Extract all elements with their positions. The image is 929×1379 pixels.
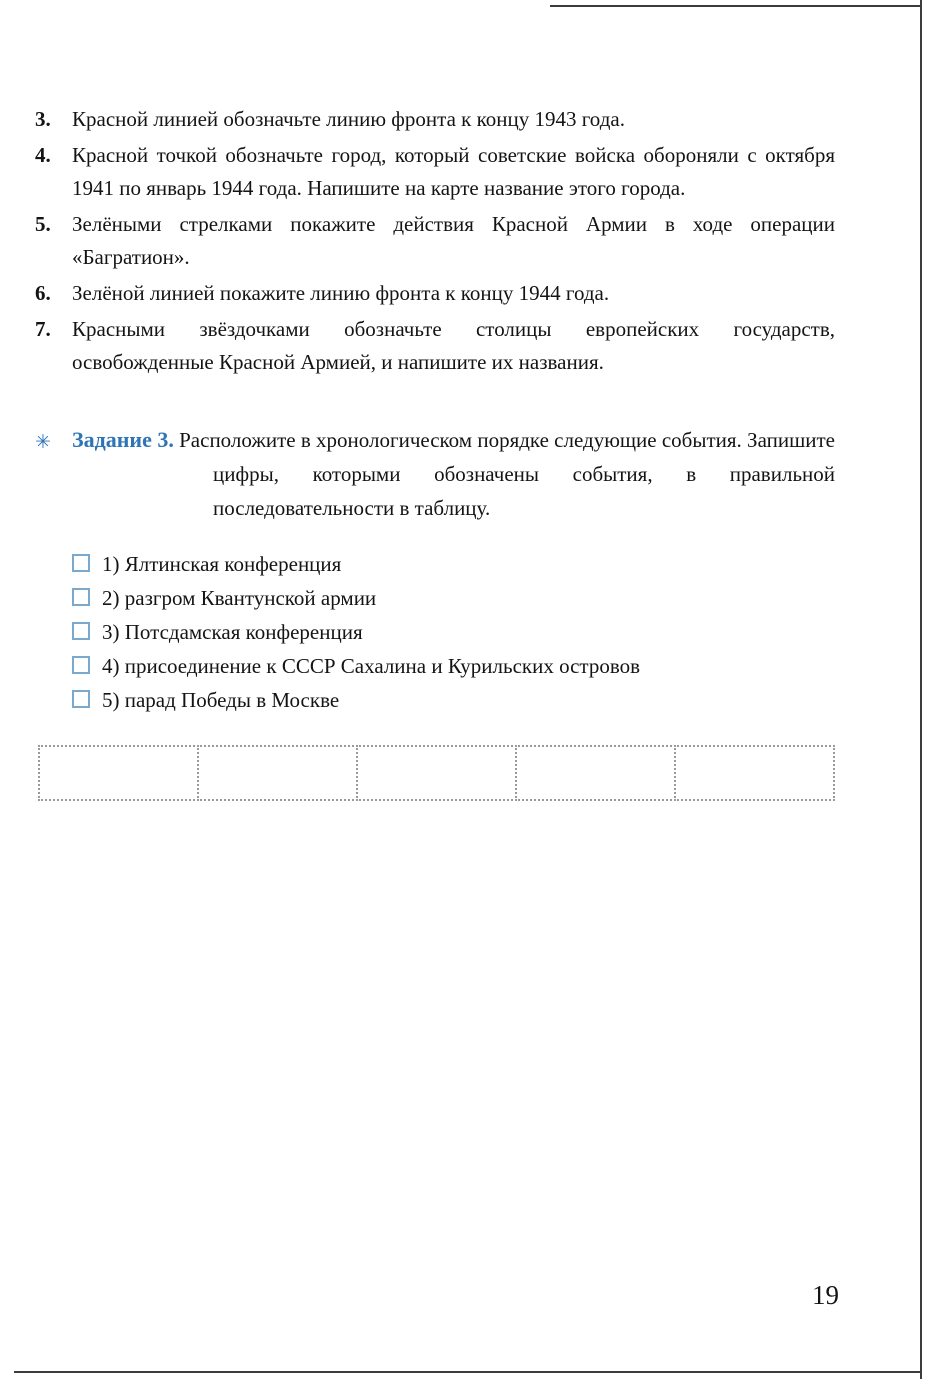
scan-edge-right [920,0,922,1379]
page-number: 19 [812,1280,839,1310]
task-text: Красными звёздочками обозначьте столицы европейских государств, освобожденные Красной Армией, и напишите их названия. [72,317,835,374]
checklist-label: 5) парад Победы в Москве [102,688,340,712]
task-list [35,103,835,379]
checklist-item [72,649,835,683]
checklist-item [72,547,835,581]
checklist-item [72,683,835,717]
checkbox-icon[interactable] [72,622,90,640]
assignment-text: Расположите в хронологическом порядке следующие события. Запишите цифры, которыми обозначены события, в правильной последовательности в таблицу. [179,428,835,520]
scan-edge-bottom [14,1371,922,1373]
checklist-item [72,581,835,615]
task-number: 7. [35,317,51,341]
task-item [35,103,835,136]
checkbox-icon[interactable] [72,656,90,674]
event-checklist [72,547,835,717]
assignment-label: Задание 3. [72,427,174,452]
answer-cell[interactable] [38,745,199,801]
task-item [35,139,835,205]
task-number: 4. [35,143,51,167]
page-content [35,103,835,801]
task-text: Зелёной линией покажите линию фронта к концу 1944 года. [72,281,610,305]
task-number: 3. [35,107,51,131]
answer-table [38,745,835,801]
task-text: Красной точкой обозначьте город, который советские войска обороняли с октября 1941 по январь 1944 года. Напишите на карте название этого города. [72,143,835,200]
asterisk-icon: ✳ [35,432,51,453]
task-text: Зелёными стрелками покажите действия Красной Армии в ходе операции «Багратион». [72,212,835,269]
checklist-label: 3) Потсдамская конференция [102,620,363,644]
checklist-label: 2) разгром Квантунской армии [102,586,377,610]
checkbox-icon[interactable] [72,690,90,708]
answer-cell[interactable] [356,745,517,801]
checkbox-icon[interactable] [72,554,90,572]
checkbox-icon[interactable] [72,588,90,606]
answer-cell[interactable] [197,745,358,801]
assignment-block [35,423,835,525]
answer-cell[interactable] [515,745,676,801]
task-number: 5. [35,212,51,236]
task-number: 6. [35,281,51,305]
checklist-label: 4) присоединение к СССР Сахалина и Курильских островов [102,654,641,678]
task-item [35,313,835,379]
answer-cell[interactable] [674,745,835,801]
checklist-label: 1) Ялтинская конференция [102,552,342,576]
scan-edge-top [550,5,922,7]
checklist-item [72,615,835,649]
task-item [35,277,835,310]
task-item [35,208,835,274]
task-text: Красной линией обозначьте линию фронта к концу 1943 года. [72,107,625,131]
